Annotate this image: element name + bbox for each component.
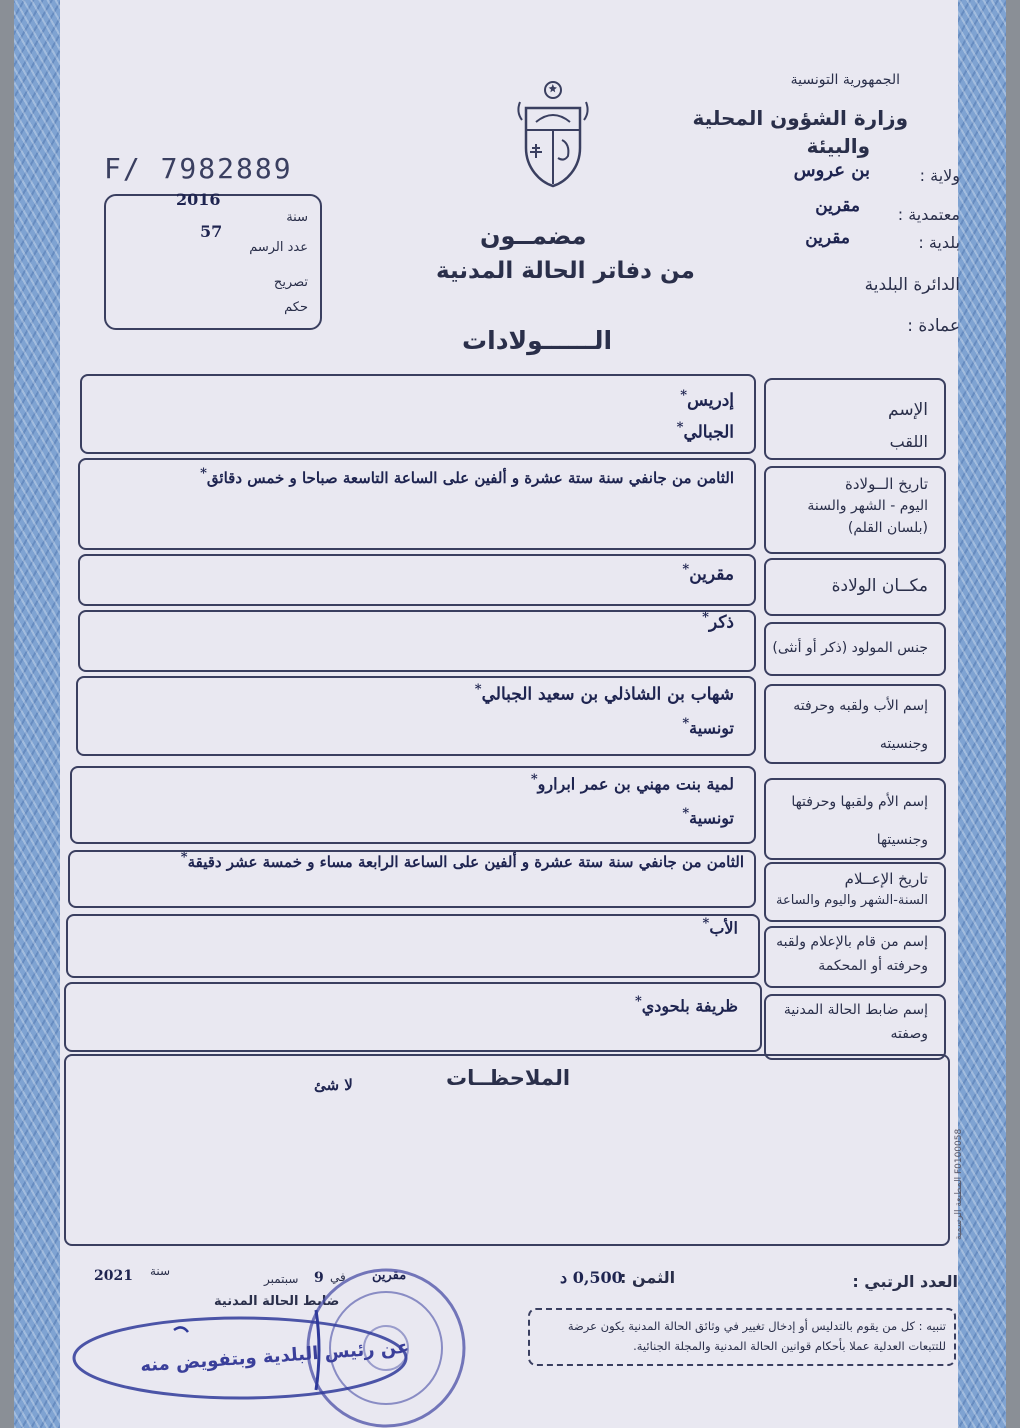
date-day-value: 9 (314, 1270, 324, 1286)
birth-date-value: الثامن من جانفي سنة ستة عشرة و ألفين على الساعة التاسعة صباحا و خمس دقائق* (200, 466, 734, 487)
imada-label: عمادة : (907, 316, 960, 336)
sex-label: جنس المولود (ذكر أو أنثى) (772, 640, 928, 656)
declarant-value: الأب* (702, 916, 738, 938)
mother-name-value: لمية بنت مهني بن عمر ابرارو* (530, 772, 734, 794)
date-place-value: مقرين (372, 1268, 407, 1283)
birth-place-value: مقرين* (682, 562, 734, 585)
declarant-label-1: إسم من قام بالإعلام ولقبه (776, 934, 928, 950)
reg-judgement-label: حكم (284, 300, 308, 315)
doc-title: مضمــون (480, 222, 587, 250)
motamadia-label: معتمدية : (897, 205, 960, 224)
motamadia-value: مقرين (815, 196, 860, 216)
baladia-label: بلدية : (918, 233, 960, 252)
officer-value: ظريفة بلحودي* (634, 994, 738, 1016)
officer-label-1: إسم ضابط الحالة المدنية (783, 1002, 928, 1018)
birth-date-label-1: تاريخ الــولادة (845, 475, 928, 493)
remarks-value: لا شئ (314, 1076, 353, 1094)
date-year-label: سنة (150, 1264, 171, 1278)
price-value: 0,500 د (560, 1268, 623, 1287)
wilaya-value: بن عروس (793, 160, 870, 181)
ministry-line2: والبيئة (806, 134, 870, 158)
sex-value-box (78, 610, 756, 672)
date-month-value: سبتمبر (264, 1272, 299, 1286)
officer-label-2: وصفته (890, 1026, 928, 1042)
reg-year-label: سنة (286, 210, 308, 225)
declaration-date-value: الثامن من جانفي سنة ستة عشرة و ألفين على الساعة الرابعة مساء و خمسة عشر دقيقة* (180, 850, 744, 871)
birth-place-label: مكــان الولادة (831, 576, 928, 596)
section-title: الــــــولادات (462, 326, 613, 355)
reg-declaration-label: تصريح (273, 275, 308, 290)
father-nationality-value: تونسية* (682, 716, 734, 738)
birth-place-value-box (78, 554, 756, 606)
father-name-value: شهاب بن الشاذلي بن سعيد الجبالي* (474, 682, 734, 705)
stamp-text: عن رئيس البلدية وبتفويض منه (139, 1336, 410, 1377)
declaration-date-label-2: السنة-الشهر واليوم والساعة (775, 893, 928, 908)
remarks-title: الملاحظــات (446, 1066, 571, 1090)
surname-label: اللقب (889, 432, 928, 451)
left-decorative-border (14, 0, 60, 1428)
serial-number: F/ 7982889 (104, 152, 293, 185)
printer-code: المطبعة الرسمية F0100058 (954, 1128, 964, 1240)
serial-no-label: العدد الرتبي : (852, 1272, 958, 1291)
surname-value: الجبالي* (676, 420, 734, 443)
date-place-prefix: في (330, 1270, 346, 1284)
father-label-2: وجنسيته (879, 736, 928, 752)
mother-label-2: وجنسيتها (876, 832, 928, 848)
baladia-value: مقرين (805, 228, 850, 248)
name-value-box (80, 374, 756, 454)
warning-text: تنبيه : كل من يقوم بالتدليس أو إدخال تغيير في وثائق الحالة المدنية يكون عرضة للتتبعات العدلية عملا بأحكام قوانين الحالة المدنية والمجلة الجنائية. (567, 1319, 946, 1353)
coat-of-arms-emblem (512, 78, 594, 190)
declarant-value-box (66, 914, 760, 978)
father-label-1: إسم الأب ولقبه وحرفته (793, 698, 928, 714)
mother-nationality-value: تونسية* (682, 806, 734, 828)
declarant-label-2: وحرفته أو المحكمة (818, 958, 928, 974)
wilaya-label: ولاية : (919, 166, 960, 185)
officer-value-box (64, 982, 762, 1052)
right-decorative-border (958, 0, 1006, 1428)
civil-officer-title: ضابط الحالة المدنية (214, 1294, 340, 1309)
republic-label: الجمهورية التونسية (790, 72, 900, 88)
sex-value: ذكر* (702, 610, 734, 633)
mother-label-1: إسم الأم ولقبها وحرفتها (791, 794, 928, 810)
reg-number-value: 57 (200, 222, 223, 241)
reg-number-label: عدد الرسم (249, 240, 308, 255)
price-label: الثمن : (620, 1268, 676, 1287)
birth-date-label-3: (بلسان القلم) (847, 520, 928, 536)
declaration-date-label-1: تاريخ الإعــلام (844, 870, 928, 888)
name-value: إدريس* (680, 388, 734, 411)
birth-date-label-2: اليوم - الشهر والسنة (807, 498, 928, 514)
reg-year-value: 2016 (176, 190, 221, 209)
date-year-value: 2021 (94, 1268, 133, 1284)
name-label: الإسم (888, 400, 928, 420)
ministry-line1: وزارة الشؤون المحلية (692, 106, 908, 130)
daira-label: الدائرة البلدية (864, 275, 960, 295)
doc-subtitle: من دفاتر الحالة المدنية (436, 258, 695, 284)
